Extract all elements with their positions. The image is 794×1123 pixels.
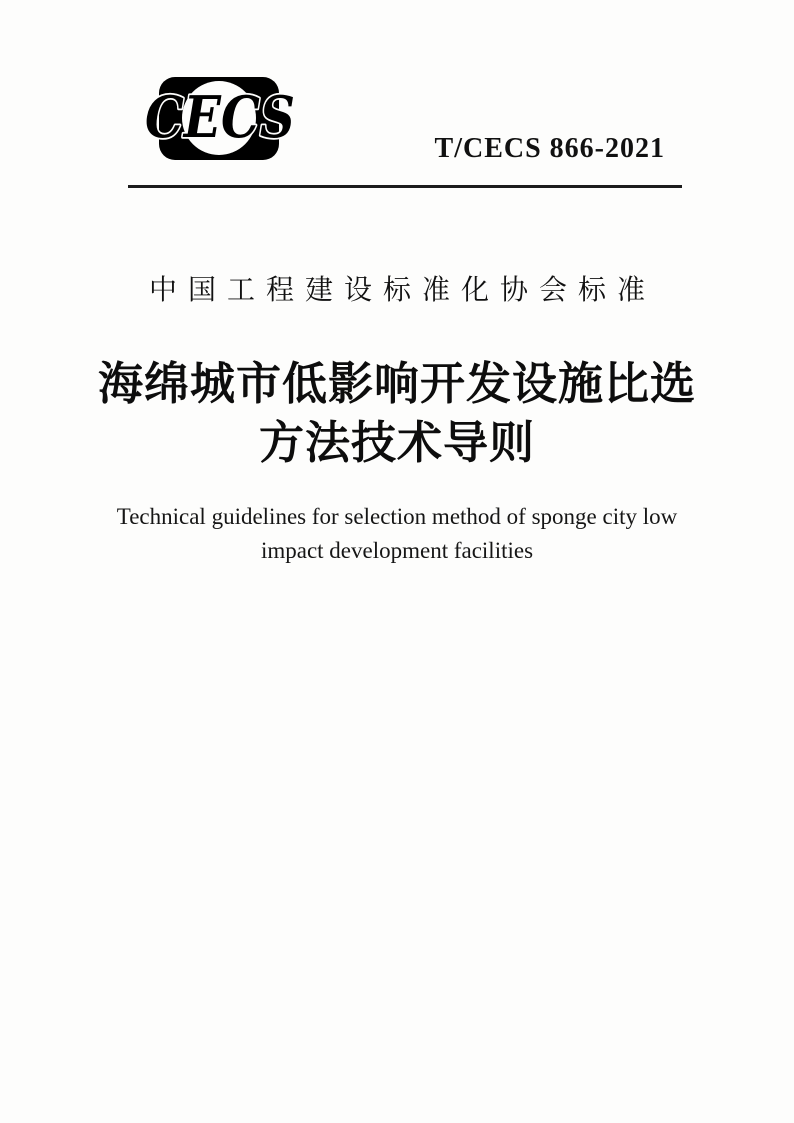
subtitle-en [0,500,794,568]
subtitle-en-line1: Technical guidelines for selection method of sponge city low [116,504,678,529]
main-title-zh-line2: 方法技术导则 [258,417,535,468]
association-standard-label: 中国工程建设标准化协会标准 [148,275,656,306]
cecs-logo-text: CECS [145,84,295,151]
cecs-logo [144,74,308,170]
main-title-zh [0,354,794,472]
subtitle-en-line2: impact development facilities [260,538,534,563]
header-divider-rule [128,185,682,188]
main-title-zh-line1: 海绵城市低影响开发设施比选 [97,358,696,409]
standard-number: T/CECS 866-2021 [434,133,665,164]
